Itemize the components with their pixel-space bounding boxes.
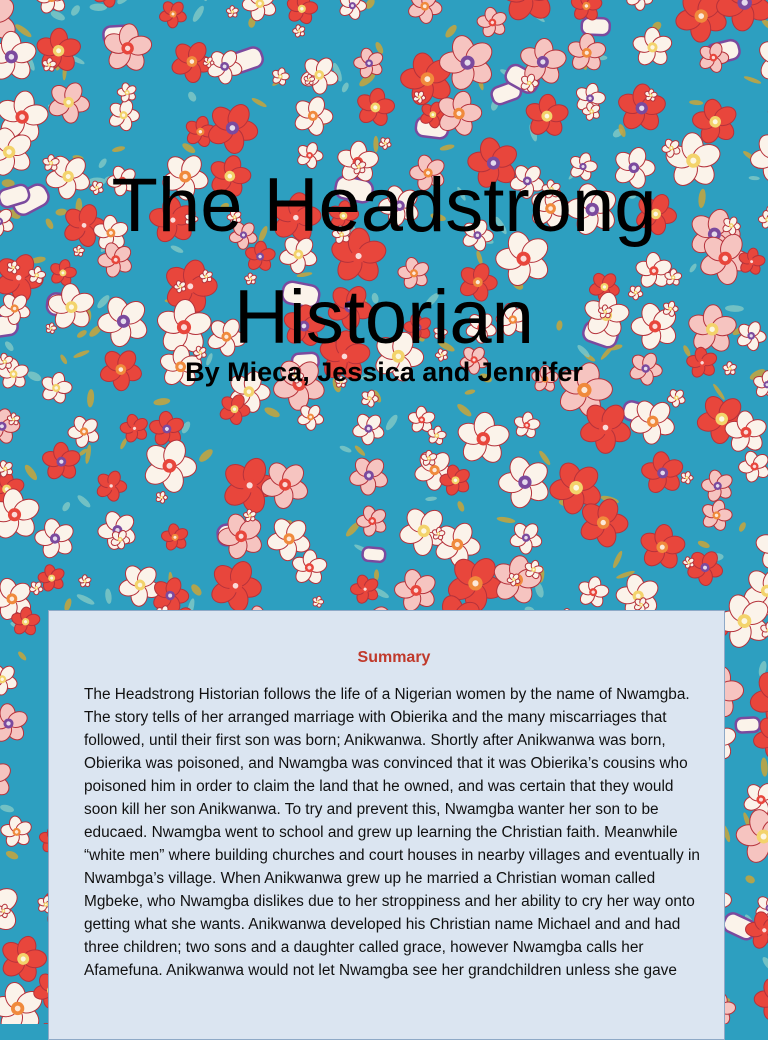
- title-line-1: The Headstrong: [112, 163, 657, 248]
- slide-title: [0, 150, 768, 374]
- title-line-2: Historian: [234, 275, 534, 360]
- summary-heading: Summary: [84, 647, 704, 669]
- slide-byline: By Mieca, Jessica and Jennifer: [0, 354, 768, 390]
- summary-box: [48, 610, 725, 1040]
- summary-text: The Headstrong Historian follows the life of a Nigerian women by the name of Nwamgba. The story tells of her arranged marriage with Obierika and the many miscarriages that followed, until their first son was born; Anikwanwa. Shortly after Anikwanwa was born, Obierika was poisoned, and Nwamgba was convinced that it was Obierika’s cousins who poisoned him in order to claim the land that he owned, and was certain that they would soon kill her son Anikwanwa. To try and prevent this, Nwamgba wanter her son to be educaed. Nwamgba went to school and grew up learning the Christian faith. Meanwhile “white men” where building churches and court houses in nearby villages and eventually in Nwambga’s village. When Anikwanwa grew up he married a Christian woman called Mgbeke, who Nwamgba dislikes due to her stroppiness and her ability to cry her way onto getting what she wants. Anikwanwa developed his Christian name Michael and and had three children; two sons and a daughter called grace, however Nwamgba calls her Afamefuna. Anikwanwa would not let Nwamgba see her grandchildren unless she gave: [84, 683, 704, 982]
